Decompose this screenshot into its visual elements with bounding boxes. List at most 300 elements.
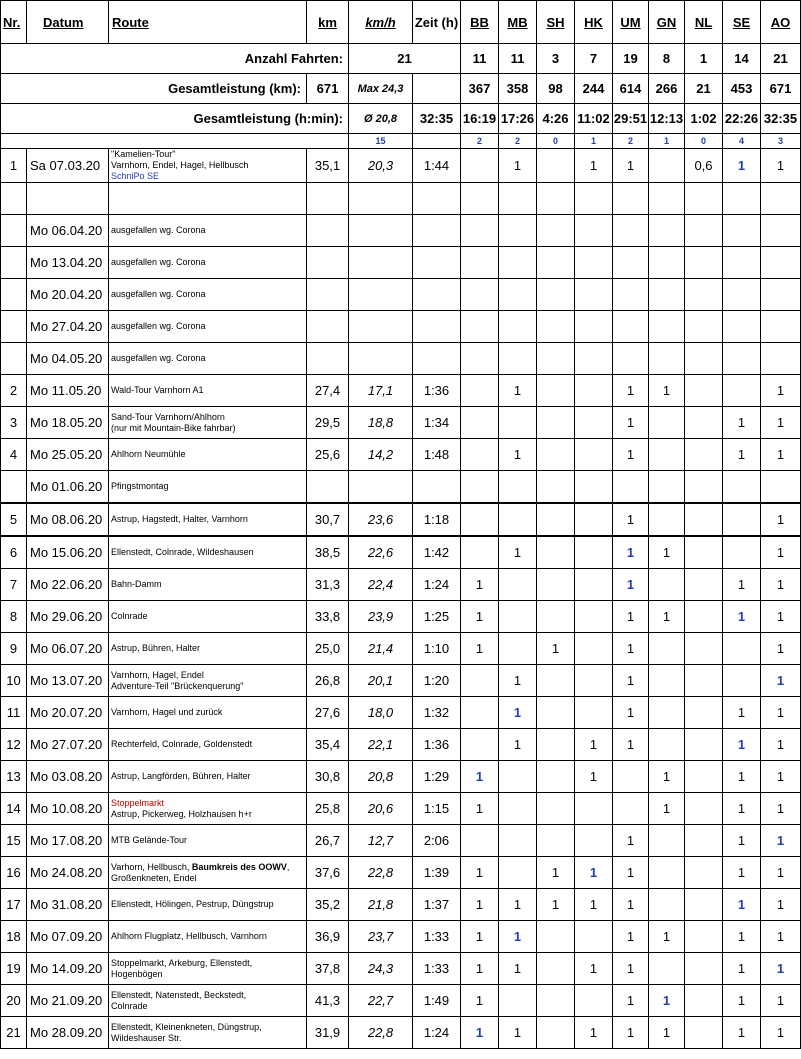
row-bb [461,503,499,536]
row-km: 38,5 [307,536,349,569]
row-kmh: 12,7 [349,825,413,857]
row-kmh: 22,7 [349,985,413,1017]
row-nr [1,247,27,279]
row-zeit [413,311,461,343]
table-row [1,857,801,889]
route-line-1: Varnhorn, Hagel und zurück [111,707,223,717]
row-kmh: 22,8 [349,1017,413,1049]
row-km: 25,6 [307,439,349,471]
row-zeit: 1:33 [413,921,461,953]
row-kmh: 21,4 [349,633,413,665]
route-line-1: Pfingstmontag [111,481,169,491]
row-mb [499,569,537,601]
row-gn [649,729,685,761]
row-se [723,375,761,407]
row-sh [537,439,575,471]
row-kmh: 20,1 [349,665,413,697]
header-sh: SH [537,1,575,44]
header-mb: MB [499,1,537,44]
row-mb [499,985,537,1017]
lead-um: 2 [613,134,649,149]
row-se: 1 [723,601,761,633]
row-nl [685,311,723,343]
row-um: 1 [613,569,649,601]
row-datum: Mo 06.07.20 [27,633,109,665]
row-nl [685,729,723,761]
row-mb: 1 [499,921,537,953]
row-route [109,729,307,761]
row-um: 1 [613,439,649,471]
table-row [1,825,801,857]
row-sh: 1 [537,889,575,921]
route-line-1: Bahn-Damm [111,579,162,589]
row-route [109,1017,307,1049]
row-route [109,697,307,729]
row-nl [685,503,723,536]
row-zeit [413,183,461,215]
row-bb: 1 [461,953,499,985]
header-um: UM [613,1,649,44]
row-um: 1 [613,985,649,1017]
row-datum: Mo 01.06.20 [27,471,109,504]
row-route [109,439,307,471]
km-mb: 358 [499,74,537,104]
row-route [109,471,307,504]
row-um [613,793,649,825]
row-nr: 2 [1,375,27,407]
row-zeit: 1:37 [413,889,461,921]
row-nr: 21 [1,1017,27,1049]
row-se [723,633,761,665]
row-se [723,471,761,504]
row-datum: Mo 07.09.20 [27,921,109,953]
row-zeit: 1:39 [413,857,461,889]
row-se [723,183,761,215]
table-row [1,279,801,311]
row-bb: 1 [461,633,499,665]
row-nl [685,471,723,504]
fahrten-total: 21 [349,44,461,74]
fahrten-row [1,44,801,74]
row-route [109,889,307,921]
row-nl [685,921,723,953]
table-row [1,921,801,953]
fahrten-um: 19 [613,44,649,74]
row-hk [575,665,613,697]
row-km: 35,4 [307,729,349,761]
row-kmh: 22,1 [349,729,413,761]
row-bb [461,825,499,857]
row-ao [761,279,801,311]
row-kmh [349,311,413,343]
row-bb [461,407,499,439]
row-datum: Mo 13.07.20 [27,665,109,697]
route-line-1: Ellenstedt, Hölingen, Pestrup, Düngstrup [111,899,274,909]
row-um: 1 [613,665,649,697]
row-um [613,343,649,375]
route-line-1: Astrup, Bühren, Halter [111,643,201,653]
row-se: 1 [723,407,761,439]
row-bb [461,536,499,569]
route-line-1: ausgefallen wg. Corona [111,321,206,331]
row-km: 29,5 [307,407,349,439]
row-nr: 8 [1,601,27,633]
row-hk [575,697,613,729]
row-mb [499,793,537,825]
row-mb [499,503,537,536]
route-line-1: ausgefallen wg. Corona [111,257,206,267]
row-km: 41,3 [307,985,349,1017]
row-zeit: 1:49 [413,985,461,1017]
row-kmh: 18,0 [349,697,413,729]
row-hk [575,569,613,601]
row-gn [649,343,685,375]
row-kmh: 23,7 [349,921,413,953]
row-nl [685,375,723,407]
row-nl [685,953,723,985]
table-row [1,569,801,601]
avg-speed: Ø 20,8 [349,104,413,134]
row-route [109,183,307,215]
row-sh [537,375,575,407]
route-highlight: Stoppelmarkt [111,797,165,808]
row-nr: 9 [1,633,27,665]
row-hk: 1 [575,761,613,793]
row-hk: 1 [575,857,613,889]
row-sh [537,183,575,215]
row-um: 1 [613,149,649,183]
row-datum: Mo 18.05.20 [27,407,109,439]
row-sh [537,279,575,311]
row-um: 1 [613,1017,649,1049]
row-gn [649,279,685,311]
row-km: 35,1 [307,149,349,183]
table-row [1,985,801,1017]
row-kmh: 17,1 [349,375,413,407]
row-sh [537,247,575,279]
row-kmh [349,279,413,311]
row-zeit: 1:15 [413,793,461,825]
row-gn: 1 [649,985,685,1017]
row-route [109,793,307,825]
row-datum: Mo 31.08.20 [27,889,109,921]
row-mb [499,825,537,857]
row-zeit: 1:48 [413,439,461,471]
row-nl [685,857,723,889]
row-nr: 1 [1,149,27,183]
row-nl [685,601,723,633]
table-row [1,729,801,761]
row-km: 27,6 [307,697,349,729]
row-mb: 1 [499,697,537,729]
row-se: 1 [723,953,761,985]
row-sh [537,921,575,953]
row-hk [575,407,613,439]
row-km: 36,9 [307,921,349,953]
row-hk: 1 [575,1017,613,1049]
row-ao: 1 [761,665,801,697]
time-label: Gesamtleistung (h:min): [1,104,349,134]
row-um [613,279,649,311]
row-hk [575,471,613,504]
row-datum: Mo 20.04.20 [27,279,109,311]
row-hk [575,825,613,857]
row-nr: 16 [1,857,27,889]
row-zeit: 1:33 [413,953,461,985]
row-sh [537,601,575,633]
row-nl [685,536,723,569]
row-route [109,985,307,1017]
row-bb [461,279,499,311]
row-ao: 1 [761,375,801,407]
row-sh [537,536,575,569]
row-gn [649,215,685,247]
fahrten-ao: 21 [761,44,801,74]
row-bb: 1 [461,1017,499,1049]
fahrten-hk: 7 [575,44,613,74]
row-mb: 1 [499,729,537,761]
row-nr [1,311,27,343]
row-mb [499,601,537,633]
km-gn: 266 [649,74,685,104]
row-mb [499,471,537,504]
row-bb: 1 [461,569,499,601]
row-um: 1 [613,857,649,889]
table-row [1,633,801,665]
row-nr [1,471,27,504]
route-line-1: Varnhorn, Hagel, Endel [111,669,204,680]
table-row [1,536,801,569]
km-sh: 98 [537,74,575,104]
row-se [723,215,761,247]
row-se [723,311,761,343]
row-hk: 1 [575,953,613,985]
row-se [723,343,761,375]
table-row [1,601,801,633]
row-bb [461,471,499,504]
row-route [109,921,307,953]
route-line-2: Hogenbögen [111,968,163,979]
row-kmh: 22,6 [349,536,413,569]
row-mb: 1 [499,439,537,471]
row-ao: 1 [761,825,801,857]
header-kmh: km/h [349,1,413,44]
row-kmh: 23,9 [349,601,413,633]
row-nl [685,985,723,1017]
fahrten-mb: 11 [499,44,537,74]
row-mb [499,247,537,279]
route-line-1: Sand-Tour Varnhorn/Ahlhorn [111,411,225,422]
row-kmh: 24,3 [349,953,413,985]
row-kmh: 22,8 [349,857,413,889]
row-nl [685,889,723,921]
row-route [109,601,307,633]
row-km: 26,7 [307,825,349,857]
row-bb [461,183,499,215]
route-line-3: SchniPo SE [111,171,160,181]
fahrten-sh: 3 [537,44,575,74]
header-row [1,1,801,44]
row-um: 1 [613,601,649,633]
route-line-2: Varnhorn, Endel, Hagel, Hellbusch [111,160,249,170]
row-ao: 1 [761,761,801,793]
row-route [109,311,307,343]
row-ao: 1 [761,921,801,953]
km-hk: 244 [575,74,613,104]
row-gn [649,697,685,729]
row-gn: 1 [649,375,685,407]
route-line-1 [111,862,306,884]
row-mb [499,343,537,375]
row-zeit: 1:24 [413,1017,461,1049]
row-km: 30,7 [307,503,349,536]
row-um: 1 [613,633,649,665]
row-bb [461,375,499,407]
row-nr [1,215,27,247]
row-route [109,569,307,601]
row-zeit: 1:18 [413,503,461,536]
row-ao: 1 [761,1017,801,1049]
row-datum: Mo 20.07.20 [27,697,109,729]
table-row [1,311,801,343]
row-bb [461,149,499,183]
route-line-1: ausgefallen wg. Corona [111,225,206,235]
table-row [1,149,801,183]
row-datum: Mo 11.05.20 [27,375,109,407]
route-line-2: Colnrade [111,1000,148,1011]
row-sh [537,149,575,183]
row-mb: 1 [499,1017,537,1049]
row-kmh: 14,2 [349,439,413,471]
row-nr [1,279,27,311]
lead-zeit-empty [413,134,461,149]
row-nl [685,343,723,375]
row-sh: 1 [537,857,575,889]
row-se: 1 [723,1017,761,1049]
row-zeit: 1:44 [413,149,461,183]
row-hk [575,183,613,215]
km-bb: 367 [461,74,499,104]
route-line-2: Astrup, Pickerweg, Holzhausen h+r [111,808,252,819]
route-line-1: Ellenstedt, Colnrade, Wildeshausen [111,547,254,557]
time-gn: 12:13 [649,104,685,134]
row-datum [27,183,109,215]
row-km: 31,3 [307,569,349,601]
row-um [613,311,649,343]
row-mb: 1 [499,149,537,183]
row-datum: Mo 25.05.20 [27,439,109,471]
row-zeit [413,279,461,311]
row-route [109,149,307,183]
row-ao: 1 [761,985,801,1017]
lead-count-row [1,134,801,149]
row-route [109,503,307,536]
route-line-2: (nur mit Mountain-Bike fahrbar) [111,422,236,433]
row-se [723,279,761,311]
fahrten-nl: 1 [685,44,723,74]
row-nr: 13 [1,761,27,793]
row-ao: 1 [761,149,801,183]
route-text: Varhorn, Hellbusch, [111,861,192,872]
row-nl [685,665,723,697]
row-sh [537,953,575,985]
row-datum: Mo 08.06.20 [27,503,109,536]
row-datum: Mo 27.07.20 [27,729,109,761]
row-mb [499,761,537,793]
row-hk [575,311,613,343]
row-datum: Mo 06.04.20 [27,215,109,247]
row-mb: 1 [499,889,537,921]
row-route [109,953,307,985]
row-gn [649,665,685,697]
row-bb [461,247,499,279]
table-row [1,407,801,439]
route-line-1: Ahlhorn Flugplatz, Hellbusch, Varnhorn [111,931,267,941]
row-sh [537,1017,575,1049]
row-um [613,183,649,215]
row-nr: 15 [1,825,27,857]
row-nr: 7 [1,569,27,601]
row-mb [499,407,537,439]
row-sh [537,311,575,343]
route-line-1: Stoppelmarkt, Arkeburg, Ellenstedt, [111,957,253,968]
row-mb [499,183,537,215]
row-bb: 1 [461,601,499,633]
row-datum: Mo 17.08.20 [27,825,109,857]
row-hk [575,921,613,953]
row-zeit [413,343,461,375]
row-gn [649,889,685,921]
header-nr: Nr. [1,1,27,44]
row-gn [649,311,685,343]
route-line-1: Ellenstedt, Natenstedt, Beckstedt, [111,989,247,1000]
row-nl [685,247,723,279]
row-kmh [349,183,413,215]
row-gn [649,569,685,601]
row-ao: 1 [761,601,801,633]
route-line-2: Adventure-Teil "Brückenquerung" [111,680,244,691]
row-bb [461,343,499,375]
row-nl [685,793,723,825]
fahrten-bb: 11 [461,44,499,74]
row-se: 1 [723,697,761,729]
row-km: 26,8 [307,665,349,697]
row-nr: 19 [1,953,27,985]
row-gn [649,471,685,504]
row-zeit: 1:24 [413,569,461,601]
row-km [307,471,349,504]
row-se: 1 [723,149,761,183]
table-row [1,697,801,729]
row-bb [461,697,499,729]
table-row [1,889,801,921]
row-zeit: 2:06 [413,825,461,857]
table-row [1,1017,801,1049]
row-km [307,183,349,215]
row-nl: 0,6 [685,149,723,183]
row-route [109,857,307,889]
row-gn [649,407,685,439]
header-datum: Datum [27,1,109,44]
row-nr: 5 [1,503,27,536]
row-zeit: 1:34 [413,407,461,439]
row-zeit: 1:10 [413,633,461,665]
route-line-2: Wildeshauser Str. [111,1032,182,1043]
row-sh [537,215,575,247]
max-speed: Max 24,3 [349,74,413,104]
row-bb: 1 [461,889,499,921]
time-mb: 17:26 [499,104,537,134]
